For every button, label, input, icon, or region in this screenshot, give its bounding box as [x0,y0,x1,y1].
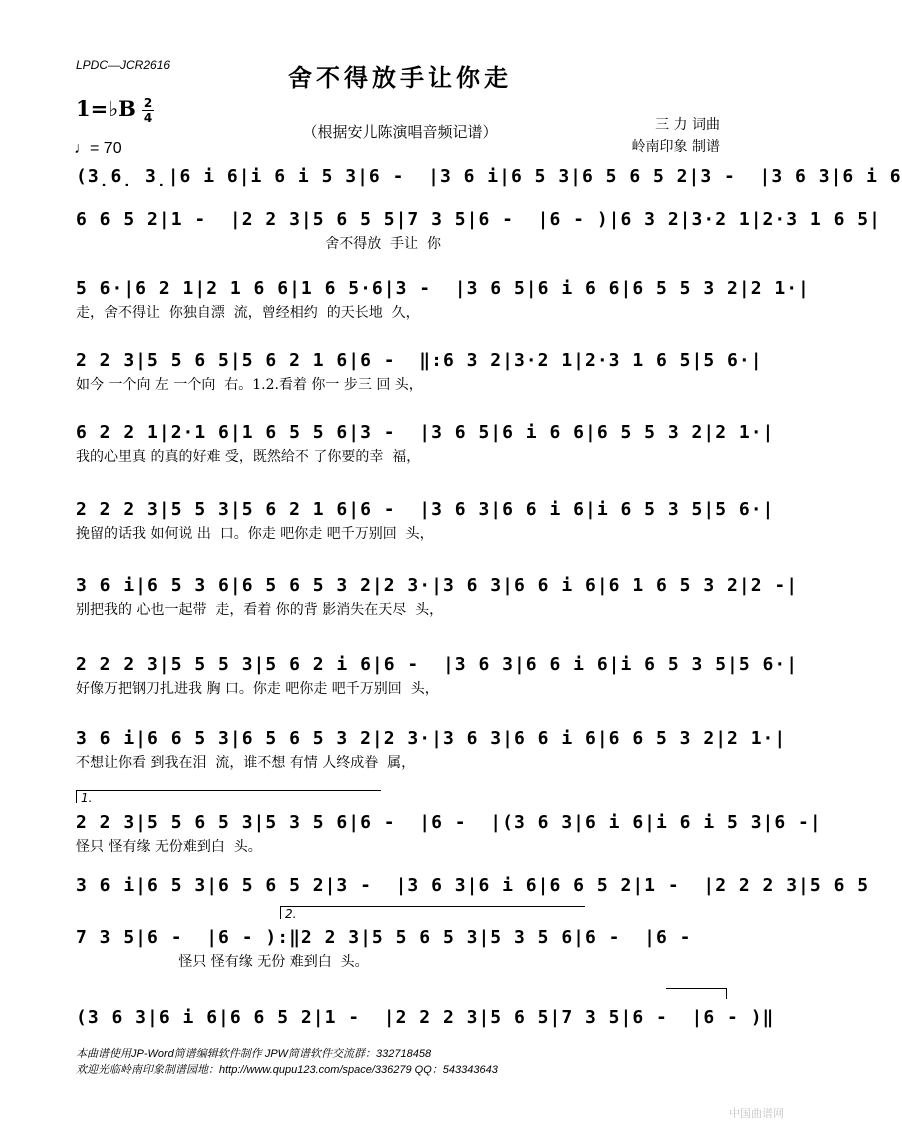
lyrics-line: 好像万把钢刀扎进我 胸 口。你走 吧你走 吧千万别回 头， [76,681,439,697]
score-system-7 [76,573,799,621]
arranger: 岭南印象 制谱 [631,139,720,155]
notation-line: 3 6 i|6 6 5 3|6 5 6 5 3 2|2 3·|3 6 3|6 6 i 6|6 6 5 3 2|2 1·| [76,728,787,749]
score-system-2 [76,207,881,255]
volta-2-label: 2. [285,907,297,921]
notation-line: 3 6 i|6 5 3 6|6 5 6 5 3 2|2 3·|3 6 3|6 6 i 6|6 1 6 5 3 2|2 -| [76,575,799,596]
score-system-4 [76,348,763,396]
lyrics-line: 走，舍不得让 你独自漂 流，曾经相约 的天长地 久， [76,305,420,321]
footer [76,1046,498,1078]
score-system-1 [76,164,902,212]
lyrics-line: 别把我的 心也一起带 走，看着 你的背 影消失在天尽 头， [76,602,444,618]
score-code: LPDC—JCR2616 [76,58,171,72]
watermark: 中国曲谱网 [729,1107,784,1120]
footer-line-2: 欢迎光临岭南印象制谱园地：http://www.qupu123.com/space/336279 QQ：543343643 [76,1064,498,1076]
score-system-8 [76,652,799,700]
notation-line: 5 6·|6 2 1|2 1 6 6|1 6 5·6|3 - |3 6 5|6 i 6 6|6 5 5 3 2|2 1·| [76,278,810,299]
volta-1-bracket [76,790,381,803]
score-system-9 [76,726,787,774]
lyrics-line: 挽留的话我 如何说 出 口。你走 吧你走 吧千万别回 头， [76,526,434,542]
lyrics-line: 舍不得放 手让 你 [76,236,442,252]
score-system-3 [76,276,810,324]
notation-line: 2 2 3|5 5 6 5 3|5 3 5 6|6 - |6 - |(3 6 3|6 i 6|i 6 i 5 3|6 -| [76,812,822,833]
lyrics-line: 如今 一个向 左 一个向 右。1.2.看着 你一 步三 回 头， [76,377,423,393]
notation-line: 2 2 2 3|5 5 5 3|5 6 2 i 6|6 - |3 6 3|6 6 i 6|i 6 5 3 5|5 6·| [76,654,799,675]
notation-line: 3 6 i|6 5 3|6 5 6 5 2|3 - |3 6 3|6 i 6|6 6 5 2|1 - |2 2 2 3|5 6 5 [76,875,870,896]
page-title: 舍不得放手让你走 [288,63,512,92]
subtitle: （根据安儿陈演唱音频记谱） [302,123,498,141]
score-system-12 [76,925,726,973]
score-system-6 [76,497,775,545]
notation-line: 2 2 2 3|5 5 3|5 6 2 1 6|6 - |3 6 3|6 6 i 6|i 6 5 3 5|5 6·| [76,499,775,520]
final-bracket [666,988,727,999]
notation-line: 2 2 3|5 5 6 5|5 6 2 1 6|6 - ‖:6 3 2|3·2 1|2·3 1 6 5|5 6·| [76,350,763,371]
volta-2-bracket [280,906,585,919]
time-signature [142,97,154,124]
credits [632,114,720,158]
meter-bottom: 4 [143,111,153,125]
notation-line: 6 2 2 1|2·1 6|1 6 5 5 6|3 - |3 6 5|6 i 6 6|6 5 5 3 2|2 1·| [76,422,775,443]
notation-line: (3̣6̣ 3̣|6 i 6|i 6 i 5 3|6 - |3 6 i|6 5 3|6 5 6 5 2|3 - |3 6 3|6 i 6 [76,166,902,187]
score-system-5 [76,420,775,468]
lyricist: 三 力 词曲 [655,117,720,133]
volta-1-label: 1. [81,791,93,805]
notation-line: (3 6 3|6 i 6|6 6 5 2|1 - |2 2 2 3|5 6 5|7 3 5|6 - |6 - )‖ [76,1007,775,1028]
lyrics-line: 怪只 怪有缘 无份难到白 头。 [76,839,262,855]
tempo-marking: ♩= 70 [74,140,122,157]
score-system-10 [76,810,822,858]
notation-line: 7 3 5|6 - |6 - ):‖2 2 3|5 5 6 5 3|5 3 5 6|6 - |6 - [76,927,692,948]
lyrics-line: 我的心里真 的真的好难 受，既然给不 了你要的幸 福， [76,449,421,465]
footer-line-1: 本曲谱使用JP-Word简谱编辑软件制作 JPW简谱软件交流群：332718458 [76,1048,432,1060]
meter-top: 2 [143,96,153,110]
key-signature: 1=♭B [76,96,136,121]
notation-line: 6 6 5 2|1 - |2 2 3|5 6 5 5|7 3 5|6 - |6 - )|6 3 2|3·2 1|2·3 1 6 5| [76,209,881,230]
lyrics-line: 怪只 怪有缘 无份 难到白 头。 [76,954,369,970]
lyrics-line: 不想让你看 到我在泪 流，谁不想 有情 人终成眷 属， [76,755,416,771]
